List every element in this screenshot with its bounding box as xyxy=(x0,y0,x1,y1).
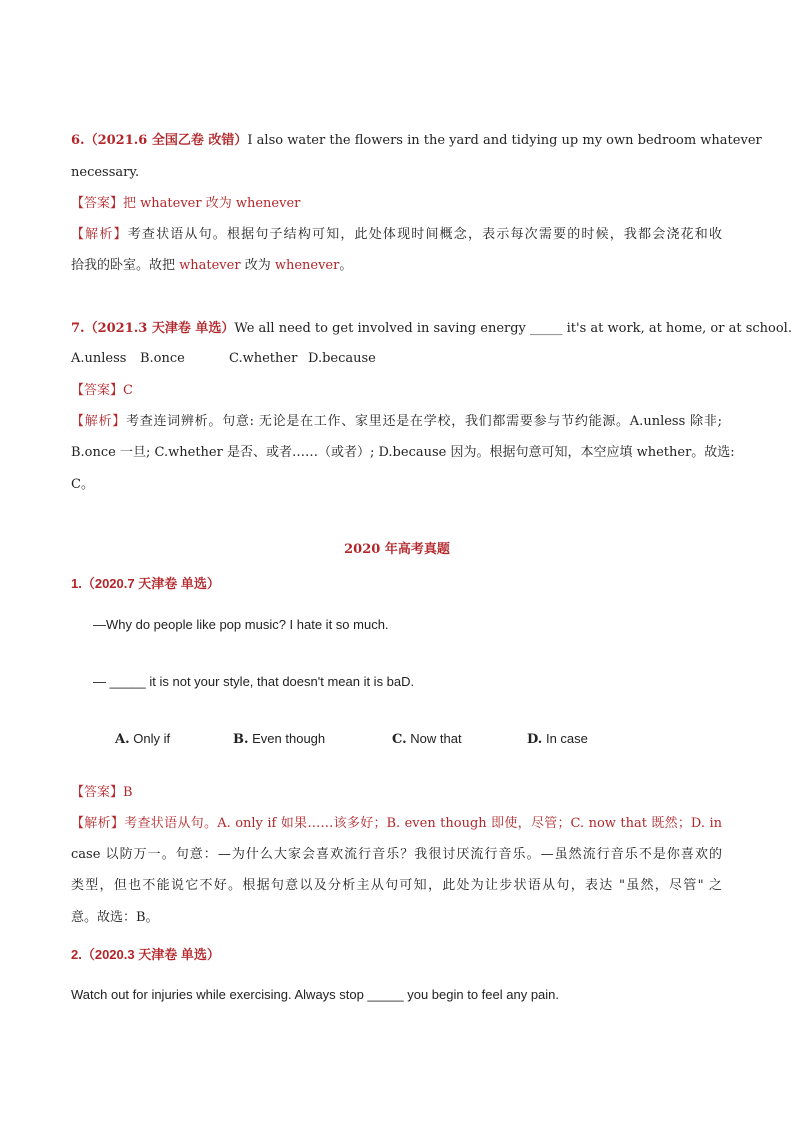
q6-answer-tag: 【答案】 xyxy=(71,196,124,211)
q1-option-d-letter: D. xyxy=(527,732,543,747)
q6-analysis-line2 xyxy=(71,257,352,275)
q1-option-d xyxy=(527,731,588,747)
q6-analysis2d: whenever xyxy=(274,258,340,273)
q1-option-c-text: Now that xyxy=(406,731,462,746)
q1-analysis-line3 xyxy=(71,877,722,895)
q1-option-b xyxy=(233,731,325,747)
q7-stem xyxy=(71,320,792,338)
q6-answer-pre: 把 xyxy=(123,196,141,211)
q6-analysis-line1 xyxy=(71,226,722,244)
q7-answer-tag: 【答案】 xyxy=(71,383,124,398)
q6-stem-line1 xyxy=(71,132,762,150)
q6-analysis-tag: 【解析】 xyxy=(71,227,128,242)
q1-option-a-text: Only if xyxy=(129,731,171,746)
q6-analysis2a: 拾我的卧室。故把 xyxy=(71,258,180,273)
q1-option-b-text: Even though xyxy=(248,731,326,746)
q1-option-b-letter: B. xyxy=(233,732,249,747)
q7-option-d: D.because xyxy=(308,351,376,366)
section-heading: 2020 年高考真题 xyxy=(344,542,450,557)
q1-answer xyxy=(71,784,133,802)
q1-analysis1: 考查状语从句。A. only if 如果……该多好；B. even though 即使，尽管；C. now that 既然；D. in xyxy=(124,816,722,831)
q1-head: 1.（2020.7 天津卷 单选） xyxy=(71,576,220,591)
q7-analysis-line2 xyxy=(71,444,735,462)
q6-analysis1: 考查状语从句。根据句子结构可知，此处体现时间概念，表示每次需要的时候，我都会浇花和收 xyxy=(127,227,722,242)
q6-answer-mid: 改为 xyxy=(201,196,236,211)
q1-analysis2: case 以防万一。句意：—为什么大家会喜欢流行音乐？我很讨厌流行音乐。—虽然流行音乐不是你喜欢的 xyxy=(71,847,722,862)
q7-option-b: B.once xyxy=(140,351,185,366)
q1-analysis3: 类型，但也不能说它不好。根据句意以及分析主从句可知，此处为让步状语从句，表达 "虽然，尽管" 之 xyxy=(71,878,722,893)
q6-answer xyxy=(71,195,300,213)
q7-option-c: C.whether xyxy=(229,351,298,366)
q7-stem-text: We all need to get involved in saving energy _____ it's at work, at home, or at school. xyxy=(234,321,792,336)
q7-analysis2: B.once 一旦; C.whether 是否、或者……（或者）; D.because 因为。根据句意可知，本空应填 whether。故选: xyxy=(71,445,735,460)
q1-analysis-line4: 意。故选：B。 xyxy=(71,910,159,925)
q7-answer xyxy=(71,382,133,400)
q1-answer-tag: 【答案】 xyxy=(71,785,124,800)
q1-analysis-line1 xyxy=(71,815,722,833)
q7-option-a: A.unless xyxy=(71,351,127,366)
q6-answer-w1: whatever xyxy=(140,196,202,211)
q2-head: 2.（2020.3 天津卷 单选） xyxy=(71,947,220,962)
q6-answer-w2: whenever xyxy=(235,196,301,211)
q7-answer-value: C xyxy=(123,383,133,398)
q7-analysis-line1 xyxy=(71,413,722,431)
q6-head: 6.（2021.6 全国乙卷 改错） xyxy=(71,133,248,148)
q1-option-d-text: In case xyxy=(542,731,588,746)
q7-analysis-tag: 【解析】 xyxy=(71,414,126,429)
q7-analysis-line3: C。 xyxy=(71,477,94,492)
q1-answer-value: B xyxy=(123,785,133,800)
q1-dialog-line2: — _____ it is not your style, that doesn't mean it is baD. xyxy=(93,674,415,689)
q1-option-c-letter: C. xyxy=(392,732,407,747)
q1-option-a-letter: A. xyxy=(115,732,130,747)
q7-analysis1: 考查连词辨析。句意: 无论是在工作、家里还是在学校，我们都需要参与节约能源。A.unless 除非; xyxy=(125,414,722,429)
q1-option-a xyxy=(115,731,170,747)
q6-stem1: I also water the flowers in the yard and tidying up my own bedroom whatever xyxy=(247,133,762,148)
q7-head: 7.（2021.3 天津卷 单选） xyxy=(71,321,235,336)
q1-analysis-tag: 【解析】 xyxy=(71,816,125,831)
q2-stem: Watch out for injuries while exercising. Always stop _____ you begin to feel any pain. xyxy=(71,987,560,1002)
q6-analysis2e: 。 xyxy=(339,258,353,273)
q6-analysis2b: whatever xyxy=(179,258,241,273)
q1-analysis-line2 xyxy=(71,846,722,864)
q6-stem-line2: necessary. xyxy=(71,165,140,180)
q6-analysis2c: 改为 xyxy=(240,258,275,273)
q1-dialog-line1: —Why do people like pop music? I hate it so much. xyxy=(93,617,389,632)
q1-option-c xyxy=(392,731,462,747)
